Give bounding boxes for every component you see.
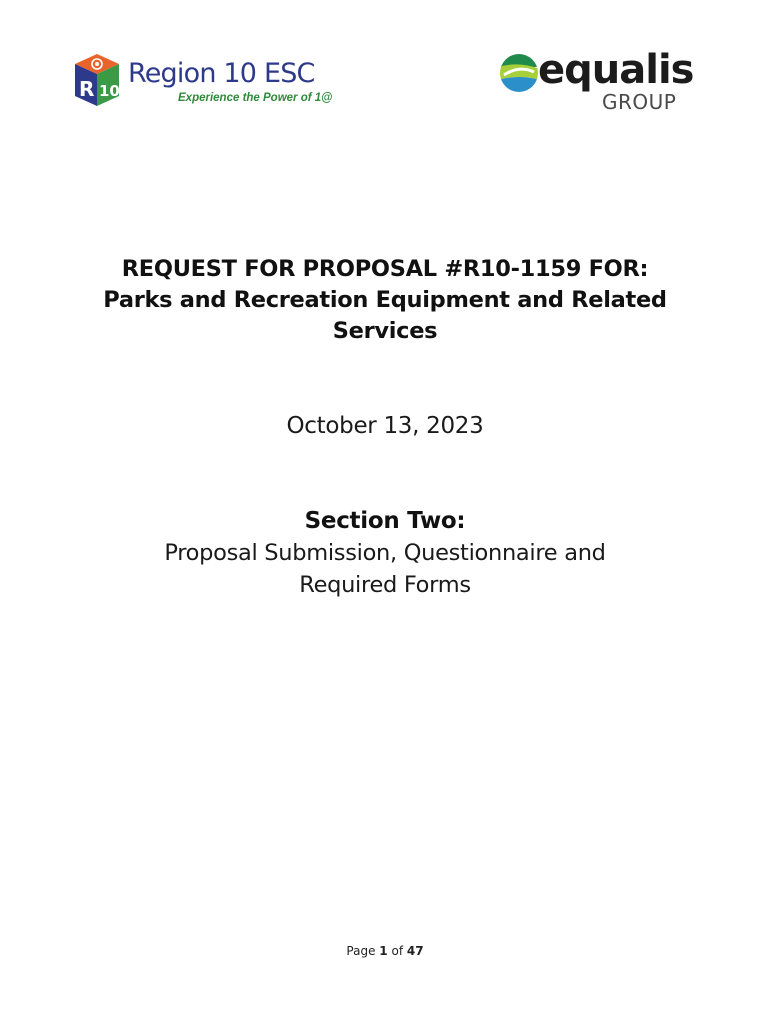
section-heading: Section Two:: [304, 508, 466, 534]
page-label: Page: [346, 944, 376, 958]
equalis-group-label: GROUP: [602, 90, 677, 114]
title-line-2: Parks and Recreation Equipment and Related: [103, 287, 667, 313]
region10-tagline: Experience the Power of 1@: [178, 92, 333, 104]
svg-text:R: R: [79, 77, 95, 101]
section-subtitle: [40, 537, 730, 601]
document-title: [40, 254, 730, 347]
page-of-label: of: [391, 944, 404, 958]
section-subtitle-line-2: Required Forms: [299, 572, 471, 598]
region10-name: Region 10 ESC: [128, 58, 315, 89]
equalis-logo: [496, 46, 710, 116]
region10-logo: [72, 52, 342, 112]
equalis-name: equalis: [538, 47, 694, 93]
page-number: 1: [379, 944, 388, 958]
equalis-leaf-icon: [498, 52, 540, 94]
page-total: 47: [406, 944, 424, 958]
region10-cube-icon: [72, 52, 122, 108]
title-line-3: Services: [332, 318, 438, 344]
section-subtitle-line-1: Proposal Submission, Questionnaire and: [164, 540, 606, 566]
title-line-1: REQUEST FOR PROPOSAL #R10-1159 FOR:: [121, 256, 649, 282]
document-date: October 13, 2023: [286, 413, 484, 439]
page-footer: [0, 943, 770, 959]
svg-text:10: 10: [99, 82, 120, 100]
